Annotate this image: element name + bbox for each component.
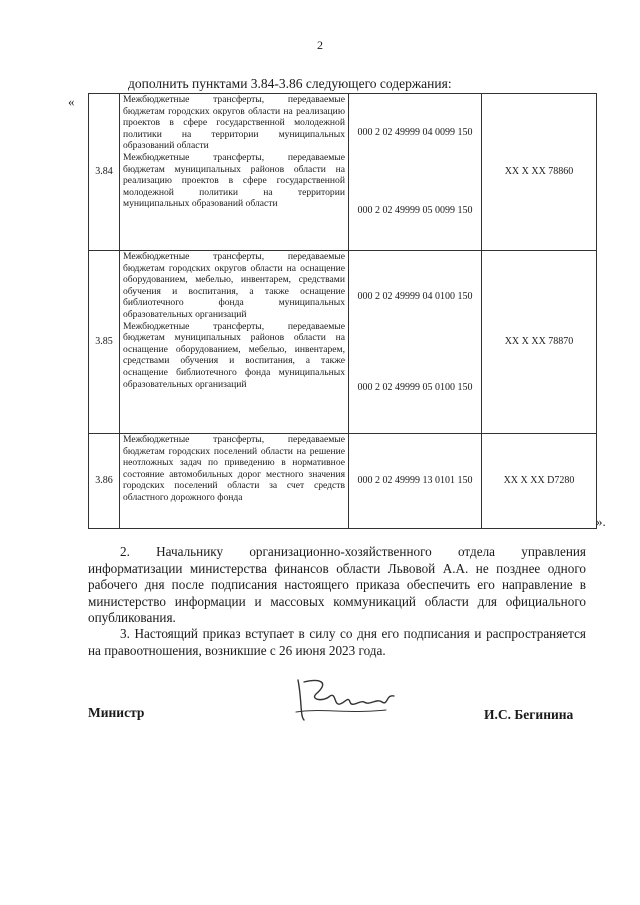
description-text: Межбюджетные трансферты, передаваемые бюджетам городских поселений области на решение неотложных задач по приведению в нормативное состояние автомобильных дорог местного значения городских поселений области за счет средств областного дорожного фонда [123, 434, 345, 503]
intro-line: дополнить пунктами 3.84-3.86 следующего содержания: [128, 76, 452, 91]
row-description [120, 434, 349, 529]
application-code: XX X XX D7280 [482, 434, 597, 529]
budget-code: 000 2 02 49999 04 0099 150 [357, 127, 473, 139]
table-row [89, 251, 597, 434]
budget-code: 000 2 02 49999 04 0100 150 [357, 290, 473, 302]
description-text: Межбюджетные трансферты, передаваемые бюджетам муниципальных районов области на оснащение оборудованием, мебелью, инвентарем, средствами обучения и воспитания, а также оснащение библиотечного фонда муниципальных образовательных организаций [123, 320, 345, 390]
application-code: XX X XX 78860 [482, 94, 597, 251]
handwritten-signature [290, 672, 400, 726]
row-number: 3.86 [89, 434, 120, 529]
table-row [89, 94, 597, 251]
row-codes [349, 94, 482, 251]
page-number: 2 [317, 38, 323, 52]
budget-code: 000 2 02 49999 05 0099 150 [357, 205, 473, 217]
application-code: XX X XX 78870 [482, 251, 597, 434]
paragraph-3: 3. Настоящий приказ вступает в силу со дня его подписания и распространяется на правоотношения, возникшие с 26 июня 2023 года. [88, 626, 586, 658]
description-text: Межбюджетные трансферты, передаваемые бюджетам муниципальных районов области на реализацию проектов в сфере государственной молодежной политики на территории муниципальных образований области [123, 151, 345, 210]
description-text: Межбюджетные трансферты, передаваемые бюджетам городских округов области на оснащение оборудованием, мебелью, инвентарем, средствами обучения и воспитания, а также оснащение библиотечного фонда муниципальных образовательных организаций [123, 251, 345, 320]
signer-name: И.С. Бегинина [484, 707, 574, 722]
table-row [89, 434, 597, 529]
signer-title: Министр [88, 705, 145, 720]
row-codes [349, 434, 482, 529]
paragraph-2: 2. Начальнику организационно-хозяйственного отдела управления информатизации министерства финансов области Львовой А.А. не позднее одного рабочего дня после подписания настоящего приказа обеспечить его направление в министерство информации и массовых коммуникаций области для официального опубликования. [88, 544, 586, 626]
budget-code: 000 2 02 49999 13 0101 150 [357, 475, 473, 487]
row-number: 3.84 [89, 94, 120, 251]
description-text: Межбюджетные трансферты, передаваемые бюджетам городских округов области на реализацию проектов в сфере государственной молодежной политики на территории муниципальных образований области [123, 94, 345, 152]
open-quote: « [68, 94, 75, 109]
row-description [120, 94, 349, 251]
row-description [120, 251, 349, 434]
row-codes [349, 251, 482, 434]
row-number: 3.85 [89, 251, 120, 434]
amendment-table [88, 93, 597, 529]
budget-code: 000 2 02 49999 05 0100 150 [357, 381, 473, 393]
close-quote: ». [596, 514, 606, 529]
